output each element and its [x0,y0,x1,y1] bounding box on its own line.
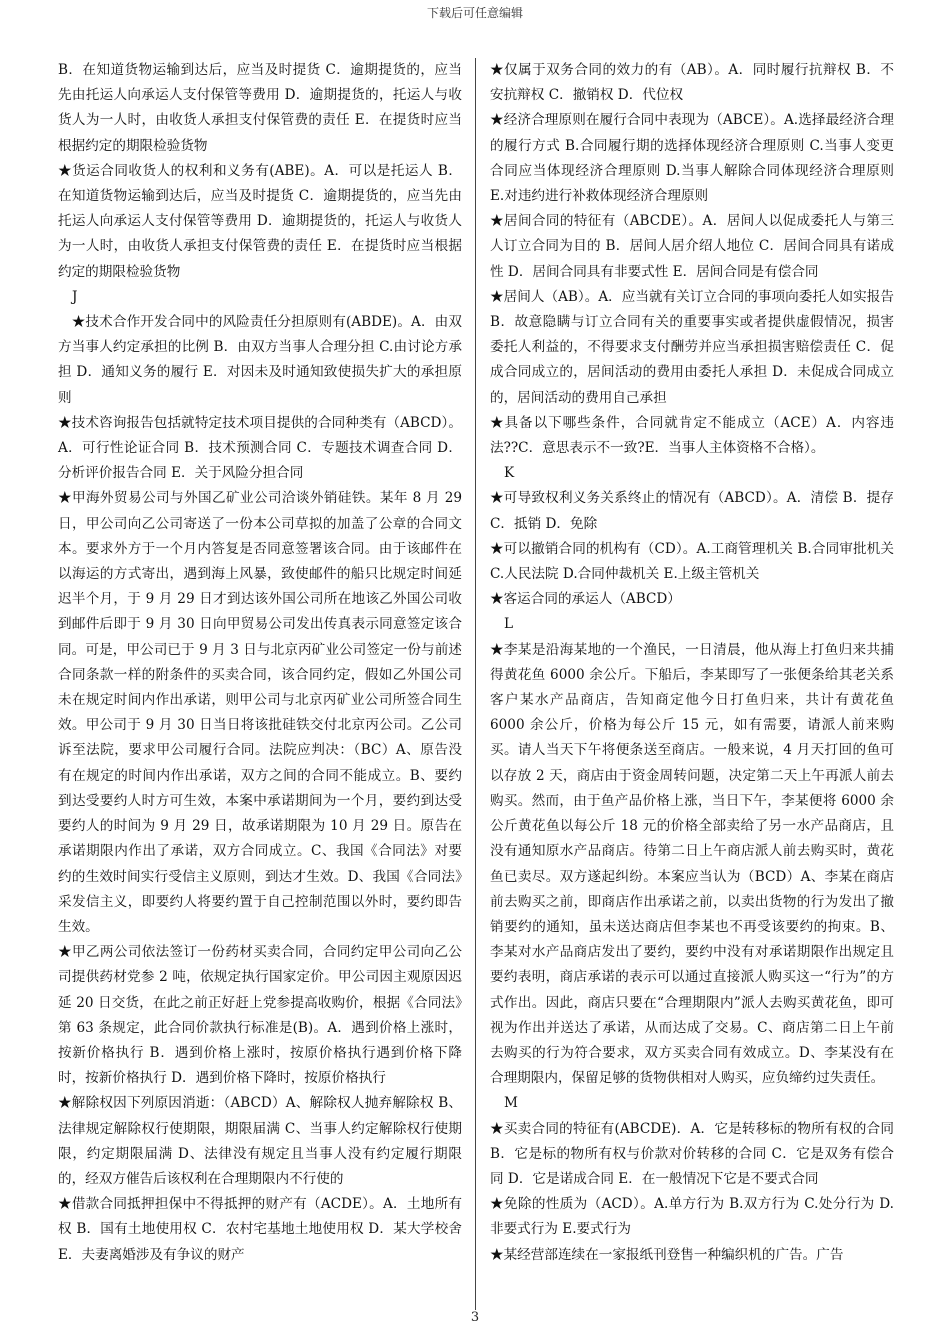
paragraph: ★李某是沿海某地的一个渔民，一日清晨，他从海上打鱼归来共捕得黄花鱼 6000 余公斤。下船后，李某即写了一张便条给其老关系客户某水产品商店，告知商定他今日打鱼归来，共计有黄花鱼 6000 余公斤，价格为每公斤 15 元，如有需要，请派人前来购买。请人当天下午将便条送至商店。一般来说，4 月天打回的鱼可以存放 2 天，商店由于资金周转问题，决定第二天上午再派人前去购买。然而，由于鱼产品价格上涨，当日下午，李某便将 6000 余公斤黄花鱼以每公斤 18 元的价格全部卖给了另一水产品商店，且没有通知原水产品商店。待第二日上午商店派人前去购买时，黄花鱼已卖尽。双方遂起纠纷。本案应当认为（BCD）A、李某在商店前去购买之前，即商店作出承诺之前，以卖出货物的行为发出了撤销要约的通知，虽未送达商店但李某也不再受该要约的拘束。B、李某对水产品商店发出了要约，要约中没有对承诺期限作出规定且要约表明，商店承诺的表示可以通过直接派人购买这一“行为”的方式作出。因此，商店只要在“合理期限内”派人去购买黄花鱼，即可视为作出并送达了承诺，从而达成了交易。C、商店第二日上午前去购买的行为符合要求，双方买卖合同有效成立。D、李某没有在合理期限内，保留足够的货物供相对人购买，应负缔约过失责任。 [490,641,894,1087]
paragraph: ★居间合同的特征有（ABCDE）。A．居间人以促成委托人与第三人订立合同为目的 B．居间人居介绍人地位 C．居间合同具有诺成性 D．居间合同具有非要式性 E．居间合同是有偿合同 [490,213,894,280]
paragraph: ★货运合同收货人的权利和义务有(ABE)。A．可以是托运人 B．在知道货物运输到达后，应当及时提货 C．逾期提货的，应当先由托运人向承运人支付保管等费用 D．逾期提货的，托运人与收货人为一人时，由收货人承担支付保管费的责任 E．在提货时应当根据约定的期限检验货物 [58,162,462,280]
paragraph: ★借款合同抵押担保中不得抵押的财产有（ACDE）。A．土地所有权 B．国有土地使用权 C．农村宅基地土地使用权 D．某大学校舍 E．夫妻离婚涉及有争议的财产 [58,1196,462,1263]
section-letter: J [72,288,78,305]
page-header: 下载后可任意编辑 [426,6,523,20]
paragraph: ★技术咨询报告包括就特定技术项目提供的合同种类有（ABCD）。A．可行性论证合同 B．技术预测合同 C．专题技术调查合同 D．分析评价报告合同 E．关于风险分担合同 [58,414,462,482]
section-letter: M [504,1095,518,1112]
paragraph: ★居间人（AB）。A．应当就有关订立合同的事项向委托人如实报告 B．故意隐瞒与订立合同有关的重要事实或者提供虚假情况，损害委托人利益的，不得要求支付酬劳并应当承担损害赔偿责任 C．促成合同成立的，居间活动的费用由委托人承担 D．未促成合同成立的，居间活动的费用自己承担 [490,288,894,406]
paragraph: ★免除的性质为（ACD）。A.单方行为 B.双方行为 C.处分行为 D.非要式行为 E.要式行为 [490,1196,894,1238]
paragraph: ★仅属于双务合同的效力的有（AB）。A．同时履行抗辩权 B．不安抗辩权 C．撤销权 D．代位权 [490,62,894,104]
paragraph: ★某经营部连续在一家报纸刊登售一种编织机的广告。广告 [490,1246,844,1263]
section-letter: K [504,465,515,482]
paragraph: ★可以撤销合同的机构有（CD）。A.工商管理机关 B.合同审批机关 C.人民法院 D.合同仲裁机关 E.上级主管机关 [490,540,894,583]
column-divider [475,58,476,1310]
paragraph: B．在知道货物运输到达后，应当及时提货 C．逾期提货的，应当先由托运人向承运人支付保管等费用 D．逾期提货的，托运人与收货人为一人时，由收货人承担支付保管费的责任 E．在提货时应当根据约定的期限检验货物 [58,62,462,154]
left-column [58,58,462,1268]
paragraph: ★甲乙两公司依法签订一份药材买卖合同，合同约定甲公司向乙公司提供药材党参 2 吨，依规定执行国家定价。甲公司因主观原因迟延 20 日交货，在此之前正好赶上党参提高收购价，根据《合同法》第 63 条规定，此合同价款执行标准是(B)。A．遇到价格上涨时，按新价格执行 B．遇到价格上涨时，按原价格执行遇到价格下降时，按新价格执行 D．遇到价格下降时，按原价格执行 [58,944,462,1087]
paragraph: ★可导致权利义务关系终止的情况有（ABCD）。A．清偿 B．提存 C．抵销 D．免除 [490,490,894,532]
paragraph: ★经济合理原则在履行合同中表现为（ABCE）。A.选择最经济合理的履行方式 B.合同履行期的选择体现经济合理原则 C.当事人变更合同应当体现经济合理原则 D.当事人解除合同体现经济合理原则 E.对违约进行补救体现经济合理原则 [490,112,894,205]
paragraph: ★客运合同的承运人（ABCD） [490,591,681,608]
paragraph: ★技术合作开发合同中的风险责任分担原则有(ABDE)。A．由双方当事人约定承担的比例 B．由双方当事人合理分担 C.由讨论方承担 D．通知义务的履行 E．对因未及时通知致使损失扩大的承担原则 [58,314,462,406]
paragraph: ★买卖合同的特征有(ABCDE)．A．它是转移标的物所有权的合同 B．它是标的物所有权与价款对价转移的合同 C．它是双务有偿合同 D．它是诺成合同 E．在一般情况下它是不要式合同 [490,1120,894,1187]
paragraph: ★甲海外贸易公司与外国乙矿业公司洽谈外销硅铁。某年 8 月 29 日，甲公司向乙公司寄送了一份本公司草拟的加盖了公章的合同文本。要求外方于一个月内答复是否同意签署该合同。由于该邮件在以海运的方式寄出，遇到海上风暴，致使邮件的船只比规定时间延迟半个月，于 9 月 29 日才到达该外国公司所在地该乙外国公司收到邮件后即于 9 月 30 日向甲贸易公司发出传真表示同意签定该合同。可是，甲公司已于 9 月 3 日与北京丙矿业公司签定一份与前述合同条款一样的附条件的买卖合同，该合同约定，假如乙外国公司未在规定时间内作出承诺，则甲公司与北京丙矿业公司所签合同生效。甲公司于 9 月 30 日当日将该批硅铁交付北京丙公司。乙公司诉至法院，要求甲公司履行合同。法院应判决：（BC）A、原告没有在规定的时间内作出承诺，双方之间的合同不能成立。B、要约到达受要约人时方可生效，本案中承诺期间为一个月，要约到达受要约人的时间为 9 月 29 日，故承诺期限为 10 月 29 日。原告在承诺期限内作出了承诺，双方合同成立。C、我国《合同法》对要约的生效时间实行受信主义原则，到达才生效。D、我国《合同法》采发信主义，即要约人将要约置于自己控制范围以外时，要约即告生效。 [58,490,462,935]
paragraph: ★解除权因下列原因消逝：（ABCD）A、解除权人抛弃解除权 B、法律规定解除权行使期限，期限届满 C、当事人约定解除权行使期限，约定期限届满 D、法律没有规定且当事人没有约定履行期限的，经双方催告后该权利在合理期限内不行使的 [58,1095,462,1187]
page-number: 3 [470,1310,480,1325]
section-letter: L [504,616,514,633]
paragraph: ★具备以下哪些条件，合同就肯定不能成立（ACE）A．内容违法??C．意思表示不一致?E．当事人主体资格不合格）。 [490,414,894,457]
right-column [490,58,894,1268]
